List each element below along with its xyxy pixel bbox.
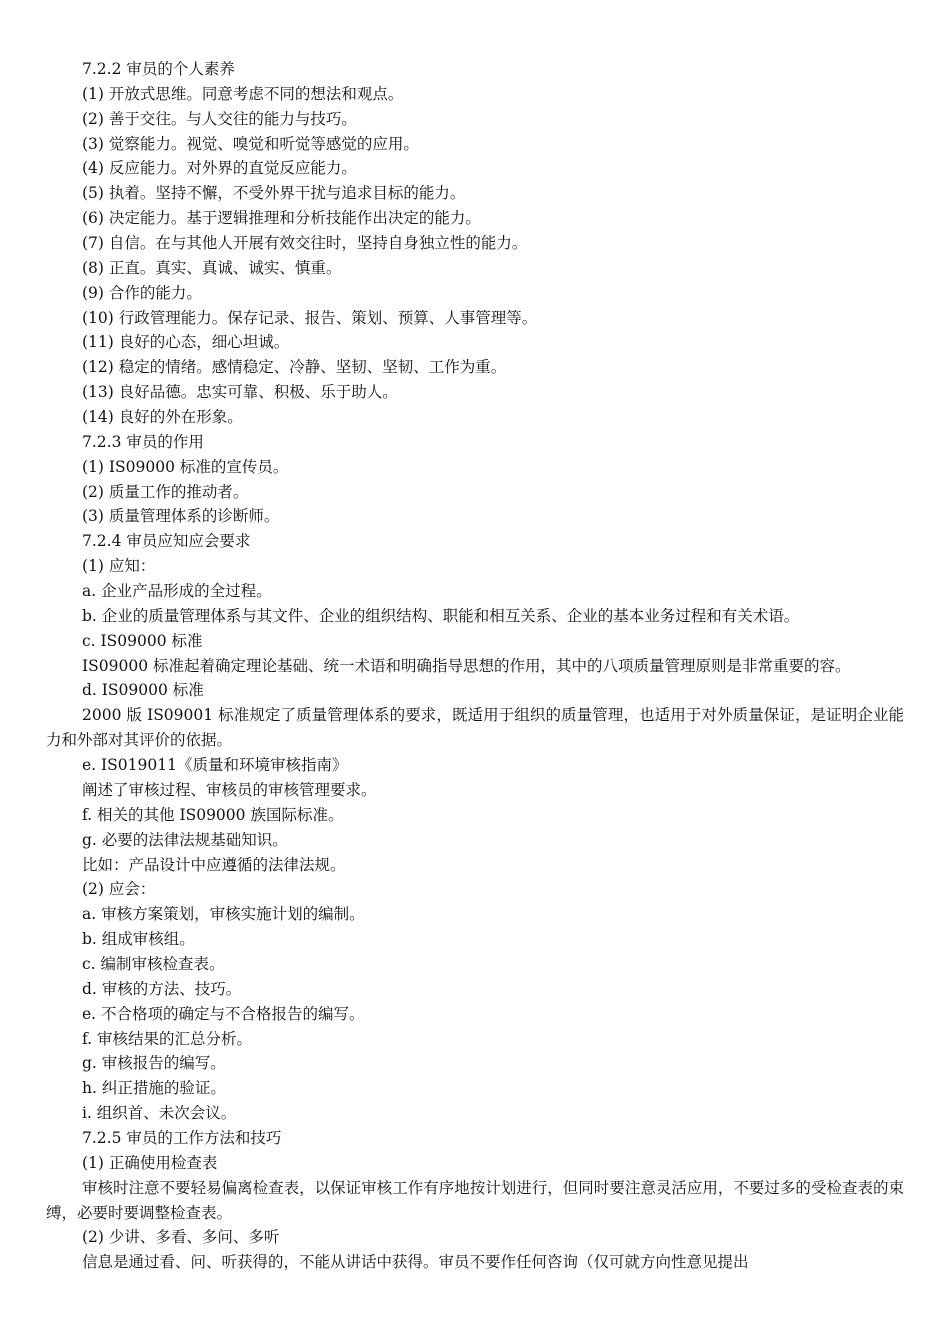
text-line: (4) 反应能力。对外界的直觉反应能力。 (82, 159, 357, 178)
text-line: (3) 质量管理体系的诊断师。 (82, 507, 280, 526)
text-line: (13) 良好品德。忠实可靠、积极、乐于助人。 (82, 383, 398, 402)
text-line: 7.2.4 审员应知应会要求 (82, 532, 251, 551)
text-line: g. 必要的法律法规基础知识。 (82, 830, 288, 849)
text-line: c. 编制审核检查表。 (82, 954, 225, 973)
text-line: (1) 应知： (82, 557, 156, 576)
text-line: 信息是通过看、问、听获得的，不能从讲话中获得。审员不要作任何咨询（仅可就方向性意见提出 (82, 1253, 749, 1272)
text-line: a. 审核方案策划，审核实施计划的编制。 (82, 905, 365, 924)
text-line: (11) 良好的心态，细心坦诚。 (82, 333, 290, 352)
text-line: (2) 善于交往。与人交往的能力与技巧。 (82, 109, 357, 128)
text-line: f. 审核结果的汇总分析。 (82, 1029, 253, 1048)
paragraph: b. 企业的质量管理体系与其文件、企业的组织结构、职能和相互关系、企业的基本业务过程和有关术语。 (82, 606, 800, 625)
text-line: b. 组成审核组。 (82, 930, 195, 949)
text-line: e. IS019011《质量和环境审核指南》 (82, 756, 348, 775)
text-line: c. IS09000 标准 (82, 631, 203, 650)
text-line: i. 组织首、未次会议。 (82, 1104, 237, 1123)
text-line: 阐述了审核过程、审核员的审核管理要求。 (82, 780, 377, 799)
text-line: (1) IS09000 标准的宣传员。 (82, 457, 289, 476)
text-line: (7) 自信。在与其他人开展有效交往时，坚持自身独立性的能力。 (82, 234, 528, 253)
text-line: (2) 质量工作的推动者。 (82, 482, 249, 501)
text-line: a. 企业产品形成的全过程。 (82, 582, 272, 601)
text-line: (9) 合作的能力。 (82, 283, 202, 302)
text-line: (3) 觉察能力。视觉、嗅觉和听觉等感觉的应用。 (82, 134, 419, 153)
text-line: e. 不合格项的确定与不合格报告的编写。 (82, 1004, 365, 1023)
text-line: (8) 正直。真实、真诚、诚实、慎重。 (82, 258, 342, 277)
text-line: d. IS09000 标准 (82, 681, 204, 700)
text-line: (2) 少讲、多看、多问、多听 (82, 1228, 280, 1247)
document-body (46, 57, 904, 1275)
paragraph: IS09000 标准起着确定理论基础、统一术语和明确指导思想的作用，其中的八项质量管理原则是非常重要的容。 (82, 656, 851, 675)
text-line: (14) 良好的外在形象。 (82, 408, 243, 427)
text-line: 7.2.3 审员的作用 (82, 432, 204, 451)
text-line: (1) 开放式思维。同意考虑不同的想法和观点。 (82, 84, 404, 103)
paragraph: 审核时注意不要轻易偏离检查表，以保证审核工作有序地按计划进行，但同时要注意灵活应用，不要过多的受检查表的束缚，必要时要调整检查表。 (46, 1178, 904, 1222)
text-line: f. 相关的其他 IS09000 族国际标准。 (82, 805, 344, 824)
text-line: 7.2.5 审员的工作方法和技巧 (82, 1128, 282, 1147)
text-line: (6) 决定能力。基于逻辑推理和分析技能作出决定的能力。 (82, 209, 481, 228)
text-line: h. 纠正措施的验证。 (82, 1079, 226, 1098)
text-line: (10) 行政管理能力。保存记录、报告、策划、预算、人事管理等。 (82, 308, 538, 327)
paragraph: 2000 版 IS09001 标准规定了质量管理体系的要求，既适用于组织的质量管理，也适用于对外质量保证，是证明企业能力和外部对其评价的依据。 (46, 706, 904, 750)
text-line: (12) 稳定的情绪。感情稳定、冷静、坚韧、坚韧、工作为重。 (82, 358, 507, 377)
text-line: d. 审核的方法、技巧。 (82, 979, 242, 998)
text-line: g. 审核报告的编写。 (82, 1054, 226, 1073)
text-line: 7.2.2 审员的个人素养 (82, 60, 235, 78)
text-line: (5) 执着。坚持不懈，不受外界干扰与追求目标的能力。 (82, 184, 466, 203)
text-line: 比如：产品设计中应遵循的法律法规。 (82, 855, 346, 874)
text-line: (2) 应会： (82, 880, 156, 899)
text-line: (1) 正确使用检查表 (82, 1153, 218, 1172)
